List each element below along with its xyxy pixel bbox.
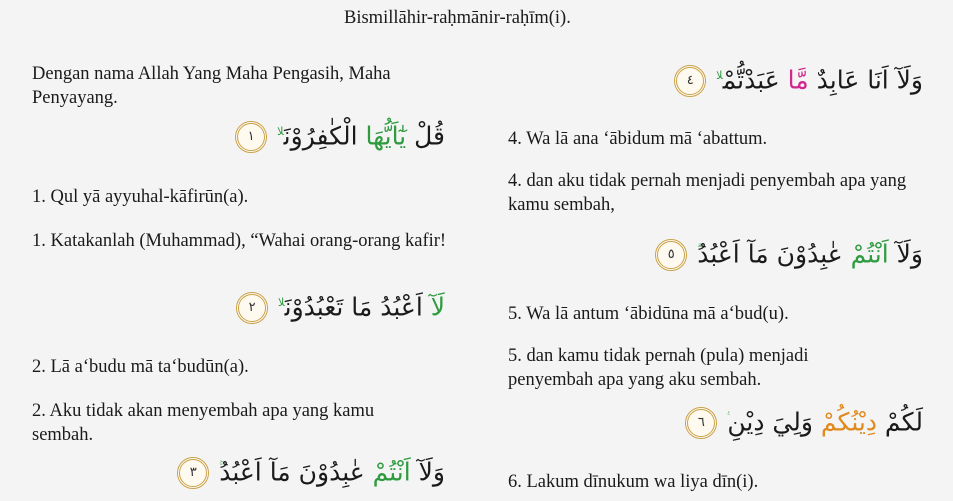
verse-number-medallion: ٢ (236, 292, 268, 324)
verse-number-medallion: ٦ (685, 407, 717, 439)
verse-2-arabic: لَآ اَعْبُدُ مَا تَعْبُدُوْنَ$^{لا}$ ٢ (234, 283, 445, 327)
verse-number-medallion: ٥ (655, 239, 687, 271)
verse-5-latin: 5. Wa lā antum ‘ābidūna mā a‘bud(u). (508, 304, 789, 324)
page-title: Bismillāhir-raḥmānir-raḥīm(i). (344, 8, 571, 28)
verse-5-translation: 5. dan kamu tidak pernah (pula) menjadi penyembah apa yang aku sembah. (508, 346, 809, 390)
verse-2-translation: 2. Aku tidak akan menyembah apa yang kamu sembah. (32, 401, 375, 445)
verse-1-translation: 1. Katakanlah (Muhammad), “Wahai orang-orang kafir! (32, 231, 447, 251)
verse-number-medallion: ٣ (177, 457, 209, 489)
verse-3-arabic: وَلَآ اَنْتُمْ عٰبِدُوْنَ مَآ اَعْبُدُ ٣ (175, 448, 445, 492)
verse-2-latin: 2. Lā a‘budu mā ta‘budūn(a). (32, 357, 249, 377)
basmala-translation: Dengan nama Allah Yang Maha Pengasih, Maha Penyayang. (32, 64, 391, 108)
verse-4-arabic: وَلَآ اَنَا عَابِدٌ مَّا عَبَدْتُّمْ$^{لا}$ ٤ (672, 56, 923, 100)
verse-number-medallion: ٤ (674, 65, 706, 97)
verse-6-latin: 6. Lakum dīnukum wa liya dīn(i). (508, 472, 759, 492)
verse-1-arabic: قُلْ يٰٓاَيُّهَا الْكٰفِرُوْنَ$^{لا}$ ١ (233, 112, 445, 156)
verse-5-arabic: وَلَآ اَنْتُمْ عٰبِدُوْنَ مَآ اَعْبُدُ ٥ (653, 230, 923, 274)
verse-4-latin: 4. Wa lā ana ‘ābidum mā ‘abattum. (508, 129, 768, 149)
verse-4-translation: 4. dan aku tidak pernah menjadi penyembah apa yang kamu sembah, (508, 171, 907, 215)
verse-1-latin: 1. Qul yā ayyuhal-kāfirūn(a). (32, 187, 249, 207)
verse-6-arabic: لَكُمْ دِيْنُكُمْ وَلِيَ دِيْنِ ٦ (683, 398, 923, 442)
verse-number-medallion: ١ (235, 121, 267, 153)
